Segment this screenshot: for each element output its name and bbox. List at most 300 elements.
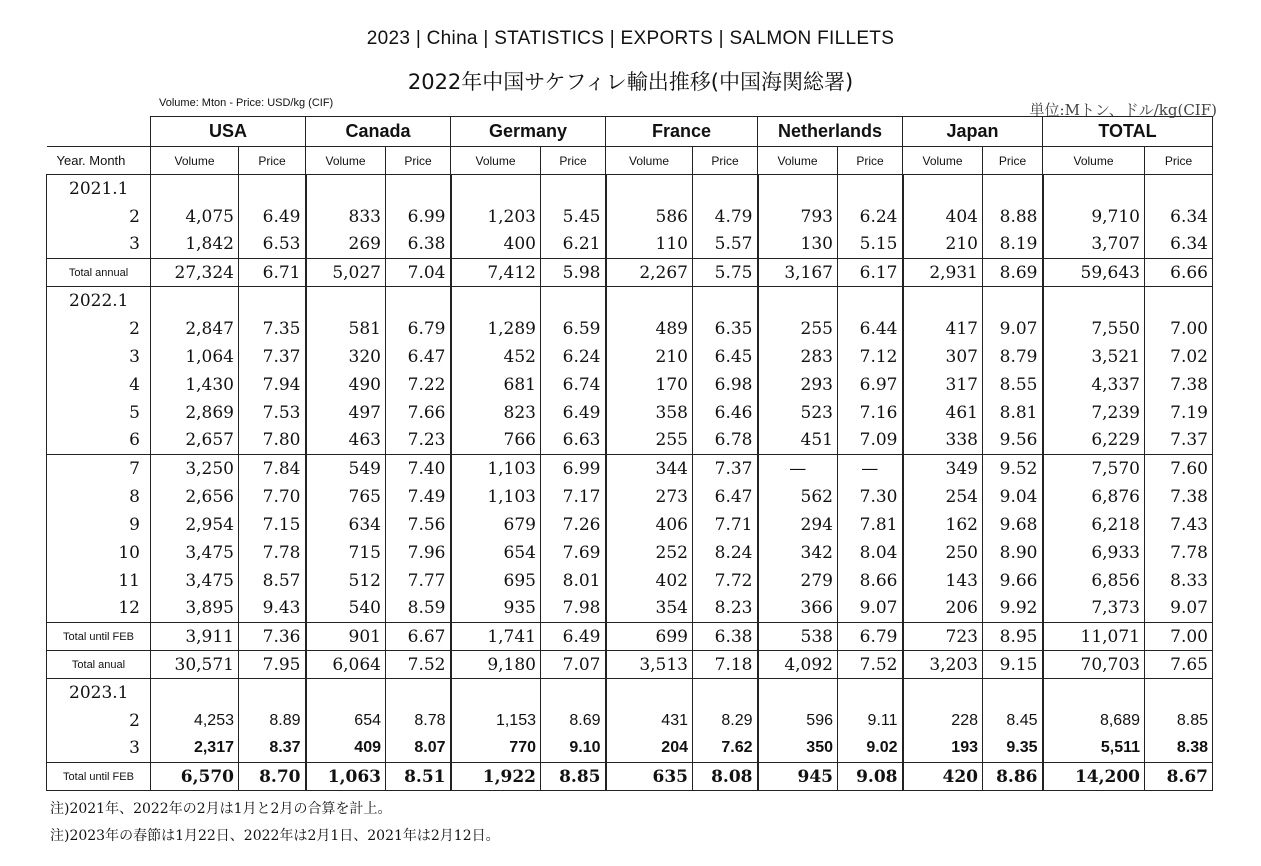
table-row (47, 651, 1213, 679)
volume-cell: 723 (903, 623, 983, 651)
price-cell: 9.43 (239, 595, 306, 623)
volume-cell: 451 (758, 427, 838, 455)
volume-cell: 2,317 (151, 735, 239, 763)
volume-cell: 366 (758, 595, 838, 623)
month-label: 5 (47, 399, 151, 427)
price-cell (838, 679, 903, 707)
volume-cell: 294 (758, 511, 838, 539)
table-row (47, 315, 1213, 343)
volume-cell: 354 (606, 595, 693, 623)
volume-cell: 833 (306, 203, 386, 231)
volume-cell: 3,521 (1043, 343, 1145, 371)
volume-cell (306, 287, 386, 315)
month-label: 3 (47, 735, 151, 763)
price-cell: 6.79 (838, 623, 903, 651)
table-row (47, 343, 1213, 371)
volume-cell (903, 679, 983, 707)
price-cell: 8.95 (983, 623, 1043, 651)
month-label: 2023.1 (47, 679, 151, 707)
volume-cell: 540 (306, 595, 386, 623)
price-cell: 6.49 (541, 623, 606, 651)
price-cell: 7.81 (838, 511, 903, 539)
price-cell: 6.66 (1145, 259, 1213, 287)
price-cell: 9.08 (838, 763, 903, 791)
price-cell: 7.49 (386, 483, 451, 511)
price-cell: 7.12 (838, 343, 903, 371)
volume-cell (758, 287, 838, 315)
volume-cell: 273 (606, 483, 693, 511)
price-cell: 8.89 (239, 707, 306, 735)
volume-cell: 901 (306, 623, 386, 651)
volume-cell: 404 (903, 203, 983, 231)
price-cell: 8.78 (386, 707, 451, 735)
price-cell: 9.07 (1145, 595, 1213, 623)
price-cell: 6.49 (239, 203, 306, 231)
price-header: Price (983, 147, 1043, 175)
month-label: 2021.1 (47, 175, 151, 203)
table-row (47, 623, 1213, 651)
price-cell (693, 287, 758, 315)
price-cell: 8.07 (386, 735, 451, 763)
volume-cell: 2,954 (151, 511, 239, 539)
price-cell: 6.21 (541, 231, 606, 259)
country-header-netherlands: Netherlands (758, 117, 903, 147)
volume-header: Volume (606, 147, 693, 175)
volume-cell: 3,475 (151, 539, 239, 567)
volume-cell (606, 287, 693, 315)
price-cell: 7.09 (838, 427, 903, 455)
price-cell: 8.66 (838, 567, 903, 595)
volume-cell: 193 (903, 735, 983, 763)
volume-cell: 417 (903, 315, 983, 343)
price-cell (541, 175, 606, 203)
volume-cell: 1,842 (151, 231, 239, 259)
price-cell (541, 287, 606, 315)
volume-cell: 3,911 (151, 623, 239, 651)
volume-cell: 1,103 (451, 483, 541, 511)
volume-cell: 402 (606, 567, 693, 595)
price-cell: 6.38 (693, 623, 758, 651)
exports-table (46, 116, 1213, 791)
price-cell: 7.65 (1145, 651, 1213, 679)
month-label: 2022.1 (47, 287, 151, 315)
volume-cell: 255 (606, 427, 693, 455)
volume-cell: 255 (758, 315, 838, 343)
price-header: Price (541, 147, 606, 175)
volume-cell: 409 (306, 735, 386, 763)
volume-cell: 143 (903, 567, 983, 595)
price-cell: 6.99 (541, 455, 606, 483)
table-row (47, 567, 1213, 595)
volume-cell: 586 (606, 203, 693, 231)
volume-cell: 679 (451, 511, 541, 539)
price-cell: 9.66 (983, 567, 1043, 595)
price-cell: 7.40 (386, 455, 451, 483)
month-label: 2 (47, 203, 151, 231)
price-cell: 7.53 (239, 399, 306, 427)
volume-header: Volume (903, 147, 983, 175)
volume-header: Volume (151, 147, 239, 175)
volume-cell: 823 (451, 399, 541, 427)
volume-cell: 793 (758, 203, 838, 231)
price-cell: 9.02 (838, 735, 903, 763)
month-label: 11 (47, 567, 151, 595)
total-row-label: Total annual (47, 259, 151, 287)
volume-cell: 7,570 (1043, 455, 1145, 483)
price-cell: 8.86 (983, 763, 1043, 791)
price-cell: 7.17 (541, 483, 606, 511)
volume-cell: 279 (758, 567, 838, 595)
price-cell: 8.51 (386, 763, 451, 791)
price-cell (1145, 287, 1213, 315)
volume-cell (451, 287, 541, 315)
volume-cell (1043, 175, 1145, 203)
volume-cell: 1,289 (451, 315, 541, 343)
price-cell (693, 175, 758, 203)
volume-cell: 59,643 (1043, 259, 1145, 287)
volume-cell: — (758, 455, 838, 483)
volume-cell (306, 679, 386, 707)
volume-cell: 349 (903, 455, 983, 483)
volume-cell: 317 (903, 371, 983, 399)
price-cell: 7.43 (1145, 511, 1213, 539)
volume-cell (306, 175, 386, 203)
price-cell: 7.62 (693, 735, 758, 763)
price-cell: 6.17 (838, 259, 903, 287)
price-cell: 7.19 (1145, 399, 1213, 427)
volume-cell: 70,703 (1043, 651, 1145, 679)
volume-cell: 1,430 (151, 371, 239, 399)
price-cell: 7.22 (386, 371, 451, 399)
price-cell: 9.11 (838, 707, 903, 735)
price-cell: 8.38 (1145, 735, 1213, 763)
price-cell: 6.24 (541, 343, 606, 371)
price-header: Price (693, 147, 758, 175)
volume-cell: 4,253 (151, 707, 239, 735)
volume-cell: 5,511 (1043, 735, 1145, 763)
volume-cell: 431 (606, 707, 693, 735)
price-cell: 7.56 (386, 511, 451, 539)
price-cell: 7.38 (1145, 483, 1213, 511)
price-cell: 6.63 (541, 427, 606, 455)
volume-header: Volume (1043, 147, 1145, 175)
volume-cell: 27,324 (151, 259, 239, 287)
price-cell (1145, 175, 1213, 203)
price-cell: 7.66 (386, 399, 451, 427)
volume-cell (451, 175, 541, 203)
price-cell: 9.07 (838, 595, 903, 623)
price-cell: 7.26 (541, 511, 606, 539)
month-label: 2 (47, 315, 151, 343)
volume-cell (903, 175, 983, 203)
price-cell: 9.35 (983, 735, 1043, 763)
price-cell: 8.19 (983, 231, 1043, 259)
volume-cell: 170 (606, 371, 693, 399)
price-cell: 6.71 (239, 259, 306, 287)
price-cell: 6.97 (838, 371, 903, 399)
corner-cell (47, 117, 151, 147)
price-cell: 6.46 (693, 399, 758, 427)
table-row (47, 483, 1213, 511)
table-row (47, 735, 1213, 763)
price-cell: 7.15 (239, 511, 306, 539)
volume-cell: 538 (758, 623, 838, 651)
note-2: 注)2023年の春節は1月22日、2022年は2月1日、2021年は2月12日。 (50, 828, 500, 844)
volume-cell: 765 (306, 483, 386, 511)
price-header: Price (239, 147, 306, 175)
volume-cell: 3,203 (903, 651, 983, 679)
volume-cell: 14,200 (1043, 763, 1145, 791)
month-label: 3 (47, 231, 151, 259)
price-cell: 8.55 (983, 371, 1043, 399)
price-cell: 9.04 (983, 483, 1043, 511)
volume-cell: 1,103 (451, 455, 541, 483)
volume-cell: 358 (606, 399, 693, 427)
month-label: 3 (47, 343, 151, 371)
table-row (47, 595, 1213, 623)
price-cell: 8.04 (838, 539, 903, 567)
price-cell: 7.95 (239, 651, 306, 679)
volume-cell: 2,267 (606, 259, 693, 287)
price-cell: 7.02 (1145, 343, 1213, 371)
price-cell: 6.53 (239, 231, 306, 259)
price-cell: 7.00 (1145, 315, 1213, 343)
table-row (47, 203, 1213, 231)
volume-cell: 30,571 (151, 651, 239, 679)
volume-cell: 3,895 (151, 595, 239, 623)
volume-cell: 3,513 (606, 651, 693, 679)
price-cell: 6.99 (386, 203, 451, 231)
table-row (47, 175, 1213, 203)
price-cell: 8.88 (983, 203, 1043, 231)
volume-cell: 110 (606, 231, 693, 259)
price-cell: — (838, 455, 903, 483)
price-cell: 8.23 (693, 595, 758, 623)
volume-cell: 935 (451, 595, 541, 623)
table-row (47, 539, 1213, 567)
month-label: 7 (47, 455, 151, 483)
volume-cell: 344 (606, 455, 693, 483)
price-cell: 7.52 (838, 651, 903, 679)
price-cell: 7.80 (239, 427, 306, 455)
month-label: 2 (47, 707, 151, 735)
volume-cell: 210 (606, 343, 693, 371)
price-cell: 6.47 (386, 343, 451, 371)
price-cell: 8.59 (386, 595, 451, 623)
price-cell: 7.00 (1145, 623, 1213, 651)
price-cell: 6.44 (838, 315, 903, 343)
price-cell (693, 679, 758, 707)
price-cell (983, 287, 1043, 315)
volume-cell: 7,550 (1043, 315, 1145, 343)
table-row (47, 455, 1213, 483)
volume-cell: 8,689 (1043, 707, 1145, 735)
price-cell: 8.37 (239, 735, 306, 763)
volume-cell: 3,250 (151, 455, 239, 483)
price-cell: 6.67 (386, 623, 451, 651)
month-label: 10 (47, 539, 151, 567)
volume-cell: 634 (306, 511, 386, 539)
table-row (47, 259, 1213, 287)
units-label-en: Volume: Mton - Price: USD/kg (CIF) (159, 97, 334, 109)
price-cell: 5.15 (838, 231, 903, 259)
volume-cell: 250 (903, 539, 983, 567)
volume-cell: 206 (903, 595, 983, 623)
volume-cell: 770 (451, 735, 541, 763)
volume-cell: 2,657 (151, 427, 239, 455)
total-row-label: Total anual (47, 651, 151, 679)
volume-cell: 523 (758, 399, 838, 427)
volume-cell (606, 175, 693, 203)
price-cell: 6.24 (838, 203, 903, 231)
volume-cell: 512 (306, 567, 386, 595)
volume-cell: 452 (451, 343, 541, 371)
volume-cell: 562 (758, 483, 838, 511)
price-cell: 9.15 (983, 651, 1043, 679)
price-cell: 7.37 (239, 343, 306, 371)
volume-cell: 497 (306, 399, 386, 427)
price-cell: 8.69 (983, 259, 1043, 287)
volume-cell: 6,856 (1043, 567, 1145, 595)
price-cell: 7.23 (386, 427, 451, 455)
price-cell: 7.18 (693, 651, 758, 679)
volume-header: Volume (758, 147, 838, 175)
volume-header: Volume (306, 147, 386, 175)
price-cell (386, 679, 451, 707)
price-cell: 8.70 (239, 763, 306, 791)
table-row (47, 679, 1213, 707)
volume-cell: 406 (606, 511, 693, 539)
volume-cell: 2,931 (903, 259, 983, 287)
table-row (47, 511, 1213, 539)
volume-cell: 293 (758, 371, 838, 399)
country-header-canada: Canada (306, 117, 451, 147)
price-cell: 8.08 (693, 763, 758, 791)
volume-cell: 3,707 (1043, 231, 1145, 259)
volume-cell: 945 (758, 763, 838, 791)
price-cell: 7.78 (239, 539, 306, 567)
volume-cell: 307 (903, 343, 983, 371)
price-cell: 7.71 (693, 511, 758, 539)
price-cell: 6.59 (541, 315, 606, 343)
volume-cell: 5,027 (306, 259, 386, 287)
price-cell: 7.84 (239, 455, 306, 483)
volume-cell: 1,064 (151, 343, 239, 371)
year-month-label: Year. Month (47, 147, 151, 175)
price-cell: 8.85 (1145, 707, 1213, 735)
price-cell: 5.57 (693, 231, 758, 259)
price-cell: 7.98 (541, 595, 606, 623)
price-cell: 9.07 (983, 315, 1043, 343)
table-row (47, 707, 1213, 735)
price-header: Price (1145, 147, 1213, 175)
volume-cell: 11,071 (1043, 623, 1145, 651)
price-cell: 6.35 (693, 315, 758, 343)
volume-cell: 338 (903, 427, 983, 455)
price-cell: 7.96 (386, 539, 451, 567)
volume-cell: 400 (451, 231, 541, 259)
volume-cell: 461 (903, 399, 983, 427)
volume-cell: 490 (306, 371, 386, 399)
price-cell: 9.52 (983, 455, 1043, 483)
volume-cell: 681 (451, 371, 541, 399)
price-cell: 7.37 (693, 455, 758, 483)
volume-cell: 6,933 (1043, 539, 1145, 567)
volume-cell: 654 (451, 539, 541, 567)
price-cell: 7.07 (541, 651, 606, 679)
month-label: 12 (47, 595, 151, 623)
volume-cell: 463 (306, 427, 386, 455)
volume-cell: 254 (903, 483, 983, 511)
volume-cell: 1,203 (451, 203, 541, 231)
volume-cell: 6,229 (1043, 427, 1145, 455)
country-header-row (47, 117, 1213, 147)
price-cell: 8.81 (983, 399, 1043, 427)
price-cell: 7.04 (386, 259, 451, 287)
price-header: Price (386, 147, 451, 175)
volume-header: Volume (451, 147, 541, 175)
volume-cell: 320 (306, 343, 386, 371)
price-cell (386, 287, 451, 315)
volume-cell: 6,876 (1043, 483, 1145, 511)
volume-cell: 7,412 (451, 259, 541, 287)
volume-cell (758, 175, 838, 203)
volume-cell: 3,167 (758, 259, 838, 287)
volume-cell: 635 (606, 763, 693, 791)
volume-cell (451, 679, 541, 707)
volume-cell: 7,373 (1043, 595, 1145, 623)
price-cell: 9.68 (983, 511, 1043, 539)
price-cell: 6.78 (693, 427, 758, 455)
volume-cell: 1,063 (306, 763, 386, 791)
volume-cell: 654 (306, 707, 386, 735)
price-cell: 7.72 (693, 567, 758, 595)
month-label: 6 (47, 427, 151, 455)
price-cell (239, 175, 306, 203)
price-cell: 9.92 (983, 595, 1043, 623)
price-cell: 6.74 (541, 371, 606, 399)
price-cell (983, 679, 1043, 707)
table-row (47, 399, 1213, 427)
table-row (47, 231, 1213, 259)
price-cell: 8.33 (1145, 567, 1213, 595)
month-label: 8 (47, 483, 151, 511)
volume-cell: 4,092 (758, 651, 838, 679)
price-cell: 6.38 (386, 231, 451, 259)
volume-cell: 9,180 (451, 651, 541, 679)
volume-cell: 1,922 (451, 763, 541, 791)
volume-cell: 283 (758, 343, 838, 371)
volume-cell: 228 (903, 707, 983, 735)
volume-cell (151, 287, 239, 315)
price-cell (1145, 679, 1213, 707)
volume-cell: 7,239 (1043, 399, 1145, 427)
volume-cell: 3,475 (151, 567, 239, 595)
price-cell: 6.34 (1145, 203, 1213, 231)
price-cell (239, 287, 306, 315)
volume-cell: 4,075 (151, 203, 239, 231)
volume-cell: 2,869 (151, 399, 239, 427)
price-cell: 5.98 (541, 259, 606, 287)
price-cell: 6.79 (386, 315, 451, 343)
price-cell: 6.45 (693, 343, 758, 371)
price-cell: 8.57 (239, 567, 306, 595)
volume-cell: 9,710 (1043, 203, 1145, 231)
volume-cell: 342 (758, 539, 838, 567)
volume-cell: 130 (758, 231, 838, 259)
price-cell: 7.30 (838, 483, 903, 511)
price-cell: 7.70 (239, 483, 306, 511)
